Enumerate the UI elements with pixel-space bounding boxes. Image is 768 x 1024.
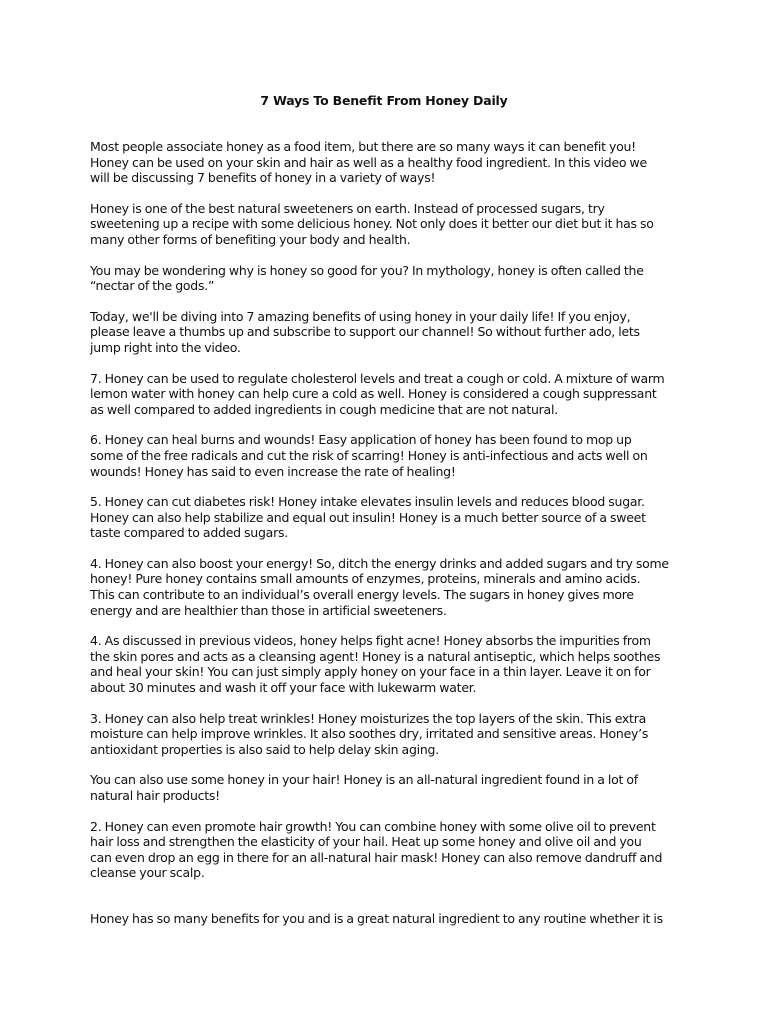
paragraph-benefit-2: [90, 819, 690, 881]
text-line: can even drop an egg in there for an all-natural hair mask! Honey can also remove dandruff and: [90, 849, 663, 865]
paragraph-conclusion: [90, 911, 690, 927]
paragraph-intro: [90, 139, 690, 186]
text-line: taste compared to added sugars.: [90, 525, 288, 541]
paragraph-benefit-4-energy: [90, 556, 690, 618]
text-line: Honey can be used on your skin and hair as well as a healthy food ingredient. In this video we: [90, 154, 647, 170]
paragraph-benefit-4-acne: [90, 633, 690, 695]
text-line: lemon water with honey can help cure a cold as well. Honey is considered a cough suppressant: [90, 386, 657, 402]
text-line: Today, we'll be diving into 7 amazing benefits of using honey in your daily life! If you enjoy,: [90, 308, 631, 324]
text-line: “nectar of the gods.”: [90, 278, 215, 294]
text-line: many other forms of benefiting your body and health.: [90, 231, 411, 247]
text-line: Honey is one of the best natural sweeteners on earth. Instead of processed sugars, try: [90, 200, 605, 216]
text-line: natural hair products!: [90, 788, 220, 803]
text-line: some of the free radicals and cut the risk of scarring! Honey is anti-infectious and acts well on: [90, 447, 648, 463]
document-title: 7 Ways To Benefit From Honey Daily: [260, 93, 508, 108]
paragraph-natural-sweetener: [90, 201, 690, 248]
text-line: 6. Honey can heal burns and wounds! Easy application of honey has been found to mop up: [90, 432, 632, 448]
text-line: Honey can also help stabilize and equal out insulin! Honey is a much better source of a sweet: [90, 509, 646, 525]
paragraph-benefit-5: [90, 494, 690, 541]
text-line: the skin pores and acts as a cleansing agent! Honey is a natural antiseptic, which helps soothes: [90, 648, 661, 664]
text-line: 3. Honey can also help treat wrinkles! Honey moisturizes the top layers of the skin. This extra: [90, 710, 647, 726]
paragraph-subscribe: [90, 309, 690, 356]
text-line: jump right into the video.: [90, 339, 241, 355]
text-line: hair loss and strengthen the elasticity of your hail. Heat up some honey and olive oil and you: [90, 834, 642, 850]
paragraph-benefit-6: [90, 432, 690, 479]
paragraph-mythology: [90, 263, 690, 294]
document-body: [90, 139, 690, 942]
text-line: will be discussing 7 benefits of honey in a variety of ways!: [90, 170, 436, 186]
text-line: honey! Pure honey contains small amounts of enzymes, proteins, minerals and amino acids.: [90, 571, 641, 587]
text-line: as well compared to added ingredients in cough medicine that are not natural.: [90, 401, 558, 417]
text-line: 2. Honey can even promote hair growth! You can combine honey with some olive oil to prevent: [90, 818, 656, 834]
text-line: cleanse your scalp.: [90, 865, 205, 881]
text-line: energy and are healthier than those in artificial sweeteners.: [90, 602, 447, 618]
text-line: 7. Honey can be used to regulate cholesterol levels and treat a cough or cold. A mixture of warm: [90, 370, 665, 386]
text-line: Most people associate honey as a food item, but there are so many ways it can benefit you!: [90, 139, 636, 154]
paragraph-benefit-3: [90, 711, 690, 758]
text-line: and heal your skin! You can just simply apply honey on your face in a thin layer. Leave it on for: [90, 664, 651, 680]
text-line: about 30 minutes and wash it off your face with lukewarm water.: [90, 680, 477, 696]
text-line: You can also use some honey in your hair! Honey is an all-natural ingredient found in a lot of: [90, 772, 638, 788]
text-line: moisture can help improve wrinkles. It also soothes dry, irritated and sensitive areas. Honey’s: [90, 726, 649, 742]
text-line: Honey has so many benefits for you and is a great natural ingredient to any routine whether it is: [90, 910, 663, 926]
paragraph-benefit-7: [90, 371, 690, 418]
text-line: antioxidant properties is also said to help delay skin aging.: [90, 741, 439, 757]
paragraph-hair: [90, 772, 690, 803]
text-line: wounds! Honey has said to even increase the rate of healing!: [90, 463, 456, 479]
text-line: 4. As discussed in previous videos, honey helps fight acne! Honey absorbs the impurities from: [90, 633, 651, 649]
text-line: 4. Honey can also boost your energy! So, ditch the energy drinks and added sugars and try some: [90, 555, 669, 571]
text-line: This can contribute to an individual’s overall energy levels. The sugars in honey gives more: [90, 587, 634, 603]
text-line: 5. Honey can cut diabetes risk! Honey intake elevates insulin levels and reduces blood sugar.: [90, 494, 645, 510]
text-line: please leave a thumbs up and subscribe to support our channel! So without further ado, lets: [90, 324, 640, 340]
text-line: You may be wondering why is honey so good for you? In mythology, honey is often called the: [90, 262, 644, 278]
text-line: sweetening up a recipe with some delicious honey. Not only does it better our diet but it has so: [90, 216, 654, 232]
